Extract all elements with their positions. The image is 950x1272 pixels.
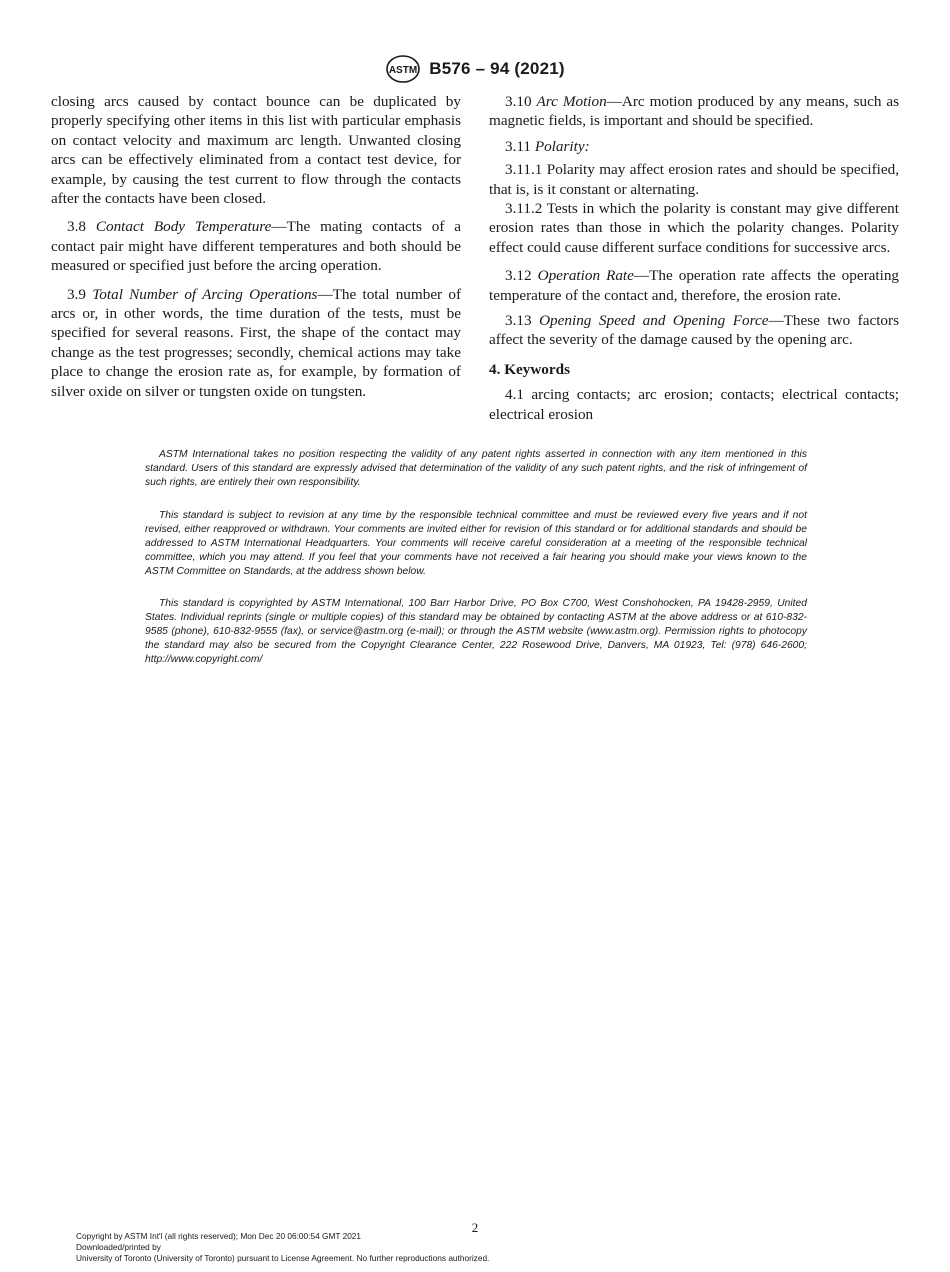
footer-license-line: University of Toronto (University of Toronto) pursuant to License Agreement. No further reproductions authorized. xyxy=(76,1253,490,1263)
section-term: Contact Body Temperature xyxy=(95,218,272,236)
copyright-notice xyxy=(145,597,807,667)
section-term: Total Number of Arcing Operations xyxy=(92,285,318,303)
section-text: —The operation rate affects the operating temperature of the contact and, therefore, the erosion rate. xyxy=(489,267,900,304)
revision-notice-text: This standard is subject to revision at any time by the responsible technical committee and must be reviewed every five years and if not revised, either reapproved or withdrawn. Your comments are invited either for revision of this standard or for additional standards and should be addressed to ASTM International Headquarters. Your comments will receive careful consideration at a meeting of the responsible technical committee, which you may attend. If you feel that your comments have not received a fair hearing you should make your views known to the ASTM Committee on Standards, at the address shown below. xyxy=(145,510,807,577)
right-column xyxy=(489,92,899,424)
section-term: Polarity: xyxy=(534,137,590,155)
section-term: Operation Rate xyxy=(537,267,634,285)
revision-notice xyxy=(145,509,807,579)
section-number: 3.10 xyxy=(505,93,532,110)
section-number: 3.8 xyxy=(67,218,86,236)
standard-designation: B576 – 94 (2021) xyxy=(429,59,565,78)
footer-downloaded-line: Downloaded/printed by xyxy=(76,1242,161,1252)
keywords-heading: 4. Keywords xyxy=(489,360,570,378)
section-term: Opening Speed and Opening Force xyxy=(539,312,769,330)
section-3-11 xyxy=(489,137,899,156)
download-footer xyxy=(76,1231,776,1264)
page-header xyxy=(0,54,950,84)
section-3-11-2: 3.11.2 Tests in which the polarity is constant may give different erosion rates than those in which the polarity changes. Polarity effect could cause different surface conditions for successive arcs. xyxy=(489,200,899,256)
section-text: —These two factors affect the severity of the damage caused by the opening arc. xyxy=(489,312,899,349)
svg-text:ASTM: ASTM xyxy=(389,65,418,76)
section-number: 3.11 xyxy=(505,137,532,155)
section-3-11-1: 3.11.1 Polarity may affect erosion rates and should be specified, that is, is it constant or alternating. xyxy=(489,161,899,198)
left-column xyxy=(51,92,461,401)
patent-notice-text: ASTM International takes no position respecting the validity of any patent rights asserted in connection with any item mentioned in this standard. Users of this standard are expressly advised that determination of the validity of any such patent rights, and the risk of infringement of such rights, are entirely their own responsibility. xyxy=(145,449,807,488)
section-3-12 xyxy=(489,266,899,305)
copyright-notice-text: This standard is copyrighted by ASTM International, 100 Barr Harbor Drive, PO Box C700, West Conshohocken, PA 19428-2959, United States. Individual reprints (single or multiple copies) of this standard may be obtained by contacting ASTM at the above address or at 610-832-9585 (phone), 610-832-9555 (fax), or service@astm.org (e-mail); or through the ASTM website (www.astm.org). Permission rights to photocopy the standard may also be secured from the Copyright Clearance Center, 222 Rosewood Drive, Danvers, MA 01923, Tel: (978) 646-2600; http://www.copyright.com/ xyxy=(145,598,807,665)
section-text: —The total number of arcs or, in other words, the time duration of the tests, must be specified for several reasons. First, the shape of the contact may change as the test progresses; secondly, chemical actions may take place to change the erosion rate as, for example, by formation of silver oxide on silver or tungsten oxide on tungsten. xyxy=(51,285,461,400)
section-text: —Arc motion produced by any means, such as magnetic fields, is important and should be specified. xyxy=(489,93,900,130)
section-number: 3.9 xyxy=(67,285,86,303)
footer-copyright-line: Copyright by ASTM Int'l (all rights reserved); Mon Dec 20 06:00:54 GMT 2021 xyxy=(76,1231,362,1241)
section-text: —The mating contacts of a contact pair might have different temperatures and both should be measured or specified just before the arcing operation. xyxy=(51,218,462,275)
section-4-1-keywords: 4.1 arcing contacts; arc erosion; contacts; electrical contacts; electrical erosion xyxy=(489,386,899,423)
patent-notice xyxy=(145,448,807,490)
section-3-10 xyxy=(489,92,899,131)
section-number: 3.13 xyxy=(505,312,532,330)
section-term: Arc Motion xyxy=(536,93,607,110)
astm-logo-icon xyxy=(385,54,421,84)
page-number: 2 xyxy=(471,1220,479,1235)
section-3-9 xyxy=(51,285,461,401)
section-number: 3.12 xyxy=(505,267,532,285)
paragraph-closing-arcs: closing arcs caused by contact bounce can be duplicated by properly specifying other items in this list with particular emphasis on contact velocity and maximum arc length. Unwanted closing arcs can be effectively eliminated from a contact test device, for example, by causing the test current to flow through the contacts after the contacts have been closed. xyxy=(51,93,461,208)
section-3-8 xyxy=(51,217,461,275)
section-3-13 xyxy=(489,311,899,350)
